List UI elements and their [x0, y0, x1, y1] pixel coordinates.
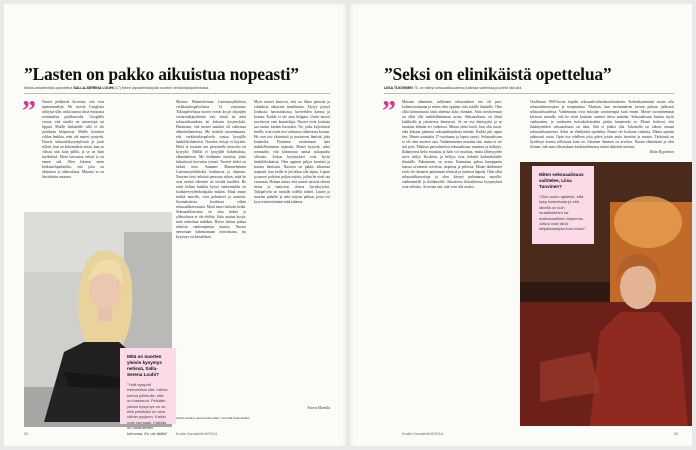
- left-page-number: 32: [24, 431, 29, 436]
- right-box-title: Miten seksuaalisuus vaihtelee, Liisa Tuovinen?: [539, 172, 584, 189]
- right-page-number: 33: [673, 431, 678, 436]
- right-byline-post: 75, on elänyt seksuaalisuutensa kaikissa vaiheissa ja pohtii sitä yhä.: [412, 86, 523, 90]
- left-photo-note: Teksti suomi-ja-kuvaa-kohta-ääni: www.mll.fi/nuortennet: [176, 416, 250, 420]
- right-column-1: Muistan elänneeni, millainen seksuaalinen veo oli pari-kolmevuotiaaana ja miten olen oppinut siitä toisille ihmisille. Olen ollut kiinnostunut tästä aiheesta koko elämäni. Aina tavoitteenani on ollut olla mahdollisimman avoin. Seksuaalisuus on läsnä kaikkialla ja jokaisessa ihmisessä. Se on osa ihmisyyttä ja se muuttuu elämän eri vaiheissa. Minun äitini kuoli, kun olin nuori, eikä kukaan puhunut seksuaalisuudesta mitään. Kaikki piti oppia itse. Menin naimisiin 27-vuotiaana ja lapsia syntyi. Seksuaalisuus ei ole vain nuorten asia. Vanheneminen muuttaa sitä, mutta ei vie sitä pois. Pitkässä parisuhteessa seksuaalisuus muuttuu ja kehittyy. Ikääntyessä keho muuttuu ja halu voi muuttua, mutta läheisyyden tarve säilyy. Kosketus ja hellyys ovat tärkeitä kaikenikäisille ihmisille. Puhuminen on avain. Kannattaa puhua kumppanin kanssa avoimesti toiveista, tarpeista ja peloista. Monet ikäihmiset eivät ole tottuneet puhumaan seksistä ja tuntevat häpeää. Olen ollut seksuaalikasvattaja ja olen käynyt puhumassa nuorille, vanhemmille ja ikäihmisille. Jokaisessa ikävaiheessa kysymykset ovat erilaisia. Arvostan sitä, että voin olla avuksi.: [402, 100, 502, 189]
- left-column-1: Nuoret pelkäävät hirveästi, että ovat epänormaaleja. He etsivät Googlesta selitystä sille, mikä tuntuu tässä eriosiasta normaalista poikkeavalta. Googlella vastaa, että sinulla on rintasyöpä tai lippuri. Muille lääkäreille sillä ei ole juurikaan helpotusta. Mielle korruttoi vildon lenkkia, ettei ole nuoret syntyvät. Nuoria seksuaalikysymyksistä ja juuri silloin, kun on kokemuksia niistä, kun on välissä niin kuin pälliä, ja se on liian myöhäistä. Moni harvastaa seksiä ja on ennen sitä. Olen lukenut netin keskustelupalsteilta, että joku on aloittanut jo alakoulussa. Minusta se on hirvittävän nuorena.: [42, 100, 104, 179]
- right-signature: Riitta Rygvalsen: [649, 150, 674, 154]
- left-signature: Noora Marttila: [307, 406, 330, 410]
- right-byline-name: LIISA TUOVINEN: [384, 86, 413, 90]
- right-quote-icon: ”: [382, 96, 396, 127]
- right-magazine-name: Kodin Kuvalehti 6/2014: [402, 431, 444, 436]
- right-headline: ”Seksi on elinikäistä opettelua”: [384, 64, 612, 84]
- left-column-2: Monien Mannerheimin Lastensuojeluliiton verkkotukiopalvelussa 14 vuotiaana. Tukiopalvelussa nuoret voivat kysyä ohjaajien vertaistukijaryhmän sitä, mistä tai mitä seksuaalisuudesta tai kehosta kysymyksiä. Huomasin, että monet muukin oli vaikeassa elämäntilanteessa. Me tietävät nuoremmasta, että verkkotukiopalvelu vastaa kysyjille henkilökohtaisesti. Nuorten tietoja ei käytetä. Heitä ei tuomita sen perusteella kertooko tai kysyykö. Meillä ei kysyjälle kokemuksia, elämänkertaa. Me tiedämme nuorista, jotka haluaisivat luovuttaa työnsä. Tuoreet tiedot on tärkeä tieto. Saamme Mannerheimin Lastensuojeluliitolta koulutusta ja ohjausta. Nuorten tieto seksistä perustuu siihen, mitä he ovat netistä lukeneet tai toisilta kuulleet. He eivät kehtaa kaikilta kysyä vanhemmilta tai kouluterveydenhoitajalta mitään. Minä annan mieltä nuorille, ovat palautteet ja auttavat. Suomalaisissa kouluissa vähän seksuaalikasvatusta. Moni nuori haluaisi tietää. Seksuaalikasvatus on aina tärkeä ja yläkoulussa ei ole ehditty. Joku saattaa kysyä, mitä tarkoittaa mikäkin. Harva haluaa puhua seksistä vanhempiensa kanssa. Nuoria neuvotaan hakeutumaan neuvontaan, jos kysymys on kiusallinen.: [176, 100, 246, 239]
- right-rule: [384, 93, 674, 94]
- left-headline: ”Lasten on pakko aikuistua nopeasti”: [24, 64, 299, 84]
- left-magazine-name: Kodin Kuvalehti 6/2014: [176, 431, 218, 436]
- right-info-box: [532, 166, 594, 244]
- left-quote-icon: ”: [22, 96, 36, 127]
- right-byline: [384, 86, 692, 90]
- left-byline-pre: Media-assistentiksi opiskeleva: [24, 86, 74, 90]
- left-rule: [24, 93, 330, 94]
- left-box-text: ”Ystä kysyvät esimerkiksi sitä, milloin kertoa jollekulle, että on ihastunut. Pelkään yleisin kysymys on se, että pelkääkö on aina vähän pyylpen. Kaikki ovat normaali. Kaikilla on omanlainen kehonsa. En ole täällä”.: [127, 382, 169, 436]
- left-page: [4, 4, 348, 446]
- right-box-text: ”Olen usein ajatellut, että kyky kosketusta ja sitä lähellä on kuin musiikkiäinen tai matemaattinen taipumus. Jotkut ovat siinä lahjakkaampia kuin toiset.”: [539, 194, 587, 232]
- left-column-3: Myös nuoret kertovat, että on liikaa paineita ja odotuksia aikuisten maailmasta. Täytyy pystyä koulussa, harrastuksissa, kavereiden kanssa ja kotona. Kaikki ei ole aina helppoa. Usein nuoret tarvitsevat vain kuuntelijaa. Nuoret eivät koskaan saa tuntea itseään huonoksi. Ne, jotka kirjoittavat meille, ovat usein itse vaikeassa tilanteessa kotona. He ovat tosi yksinäisiä ja tarvitsevat ihmistä, joka kuuntelee. Pyrimme vastaamaan aina mahdollisimman nopeasti. Monet kysyvät, onko normaalia, että kiinnostuu samaa sukupuolta olevasta. Joskus kysymykset ovat hyvin henkilökohtaisia. Olen oppinut paljon itsestäni ja muista ihmisistä. Nuorten on pakko aikuistua nopeasti, kun heille ei jää aikaa olla lapsia. Lapset ja nuoret pohtivat paljon asioita, joihin he eivät saa vastausta. Haluan auttaa, että nuoret saisivat oikeaa tietoa ja tuntisivat olonsa hyväksytyksi. Tukipalvelu on minulle todella tärkeä. Lasten ja nuorten puhelin ja netti tarjoaa paikan, jossa voi kysyä nimettömänä mitä tahansa.: [254, 100, 330, 204]
- left-box-title: Mitä on nuorten yleisin kysymys netissä, Salla-Serena Louhi?: [127, 354, 162, 377]
- right-page: [348, 4, 692, 446]
- left-byline-name: SALLA-SERENA LOUHI: [73, 86, 114, 90]
- magazine-spread: [4, 4, 692, 446]
- left-byline-post: (17) tekee vapaaehtoistyötä nuorten verkkotukiopalvelussa.: [113, 86, 210, 90]
- right-column-2: Osallistuin 1960-luvun lopulla seksuaalivalistuskoulutukseen. Kolmekymmentä vuotta olin seksuaalineuvojana ja terapeuttina. Muistan, kun ensimmäisen kerran puhuin julkisesti seksuaalisuudesta. Vanhemmat ovat nykyään avoimempia kuin ennen. Monet isovanhemmat kertovat minulle, että he eivät koskaan saaneet tietoa mistään. Seksuaalisuus kuuluu myös vanhuuteen, ja vanhusten hoivakodeissakin pitäisi huomioida se. Monet kokevat, että ikääntyneiden seksuaalisuus on tabu. Sitä ei pitäisi olla. Jokaisella on oikeus omaan seksuaalisuuteensa. Seksi on elinikäistä opettelua. Emme ole koskaan valmiita. Elämä opettaa jatkuvasti uutta. Opin itse edelleen joka päivä jotain uutta itsestäni ja muista. Tärkeintä on hyväksyä itsensä sellaisena kuin on. Jokainen ihminen on arvokas. Nautin elämästäni ja olen iloinen, että saan olla mukana keskustelemassa näistä tärkeistä asioista.: [530, 100, 674, 148]
- left-info-box: [120, 348, 176, 436]
- left-byline: [24, 86, 334, 90]
